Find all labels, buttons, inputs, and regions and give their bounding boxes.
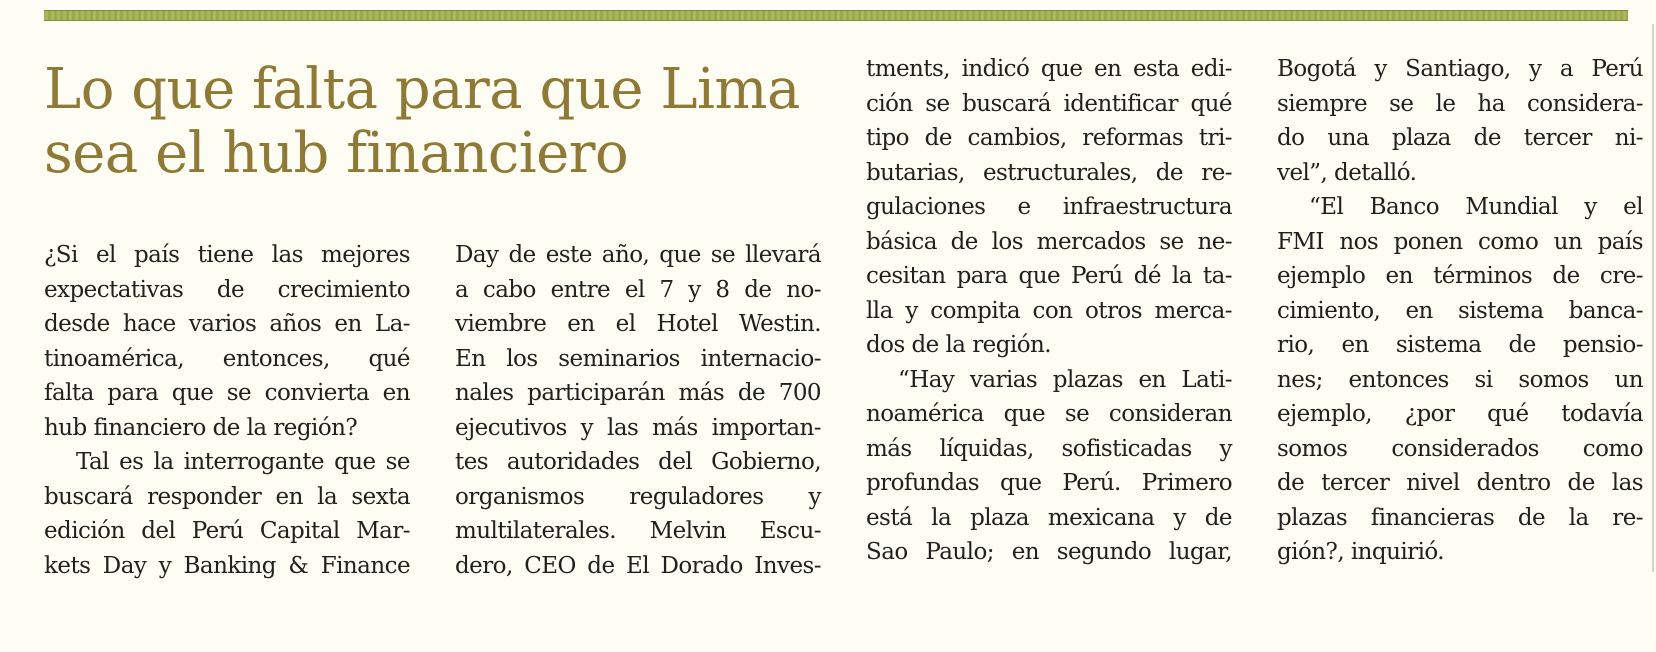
text-line: ejemplo, ¿por qué todavía xyxy=(1277,401,1643,427)
text-line: Sao Paulo; en segundo lugar, xyxy=(866,539,1232,565)
text-line: “El Banco Mundial y el xyxy=(1309,194,1643,220)
top-decorative-rule xyxy=(44,10,1628,21)
text-line: FMI nos ponen como un país xyxy=(1277,228,1643,255)
text-line: hub financiero de la región? xyxy=(44,414,358,441)
text-line: En los seminarios internacio- xyxy=(455,345,821,372)
text-line: nes; entonces si somos un xyxy=(1277,366,1643,393)
text-line: tipo de cambios, reformas tri- xyxy=(866,125,1232,151)
text-line: rio, en sistema de pensio- xyxy=(1277,332,1643,358)
text-line: tments, indicó que en esta edi- xyxy=(866,56,1232,82)
text-line: de tercer nivel dentro de las xyxy=(1277,470,1643,496)
text-line: cimiento, en sistema banca- xyxy=(1277,297,1643,324)
text-line: expectativas de crecimiento xyxy=(44,276,410,303)
text-line: plazas financieras de la re- xyxy=(1277,504,1643,531)
text-line: Day de este año, que se llevará xyxy=(455,242,821,268)
text-line: kets Day y Banking & Finance xyxy=(44,552,410,579)
text-line: está la plaza mexicana y de xyxy=(866,504,1232,531)
text-line: viembre en el Hotel Westin. xyxy=(455,311,821,337)
page-edge-divider xyxy=(1652,24,1654,572)
text-line: multilaterales. Melvin Escu- xyxy=(455,518,821,544)
text-line: cesitan para que Perú dé la ta- xyxy=(866,263,1232,289)
text-line: gulaciones e infraestructura xyxy=(866,194,1232,220)
text-line: somos considerados como xyxy=(1277,435,1643,462)
article-column-4 xyxy=(1277,52,1643,570)
article-column-1 xyxy=(44,238,410,583)
text-line: edición del Perú Capital Mar- xyxy=(44,518,410,544)
text-line: más líquidas, sofisticadas y xyxy=(866,435,1232,462)
text-line: Bogotá y Santiago, y a Perú xyxy=(1277,56,1643,82)
text-line: butarias, estructurales, de re- xyxy=(866,159,1232,186)
text-line: buscará responder en la sexta xyxy=(44,483,410,510)
text-line: ejemplo en términos de cre- xyxy=(1277,263,1643,289)
text-line: noamérica que se consideran xyxy=(866,401,1232,427)
text-line: profundas que Perú. Primero xyxy=(866,470,1232,496)
text-line: vel”, detalló. xyxy=(1277,159,1417,186)
headline-line: sea el hub financiero xyxy=(44,121,629,186)
text-line: lla y compita con otros merca- xyxy=(866,297,1232,324)
text-line: dos de la región. xyxy=(866,332,1052,358)
text-line: ¿Si el país tiene las mejores xyxy=(44,242,410,268)
text-line: Tal es la interrogante que se xyxy=(76,449,410,475)
article-column-3 xyxy=(866,52,1232,570)
text-line: do una plaza de tercer ni- xyxy=(1277,125,1643,151)
article-headline xyxy=(44,58,844,186)
text-line: ejecutivos y las más importan- xyxy=(455,414,821,441)
article-column-2 xyxy=(455,238,821,583)
text-line: desde hace varios años en La- xyxy=(44,311,410,337)
text-line: gión?, inquirió. xyxy=(1277,539,1445,565)
text-line: tinoamérica, entonces, qué xyxy=(44,345,410,372)
text-line: dero, CEO de El Dorado Inves- xyxy=(455,552,821,579)
text-line: siempre se le ha considera- xyxy=(1277,90,1643,117)
text-line: ción se buscará identificar qué xyxy=(866,90,1232,117)
text-line: “Hay varias plazas en Lati- xyxy=(898,366,1232,393)
text-line: falta para que se convierta en xyxy=(44,380,410,406)
text-line: nales participarán más de 700 xyxy=(455,380,821,406)
headline-line: Lo que falta para que Lima xyxy=(44,57,800,122)
text-line: tes autoridades del Gobierno, xyxy=(455,449,821,475)
text-line: a cabo entre el 7 y 8 de no- xyxy=(455,276,821,303)
text-line: básica de los mercados se ne- xyxy=(866,228,1232,255)
text-line: organismos reguladores y xyxy=(455,483,821,510)
